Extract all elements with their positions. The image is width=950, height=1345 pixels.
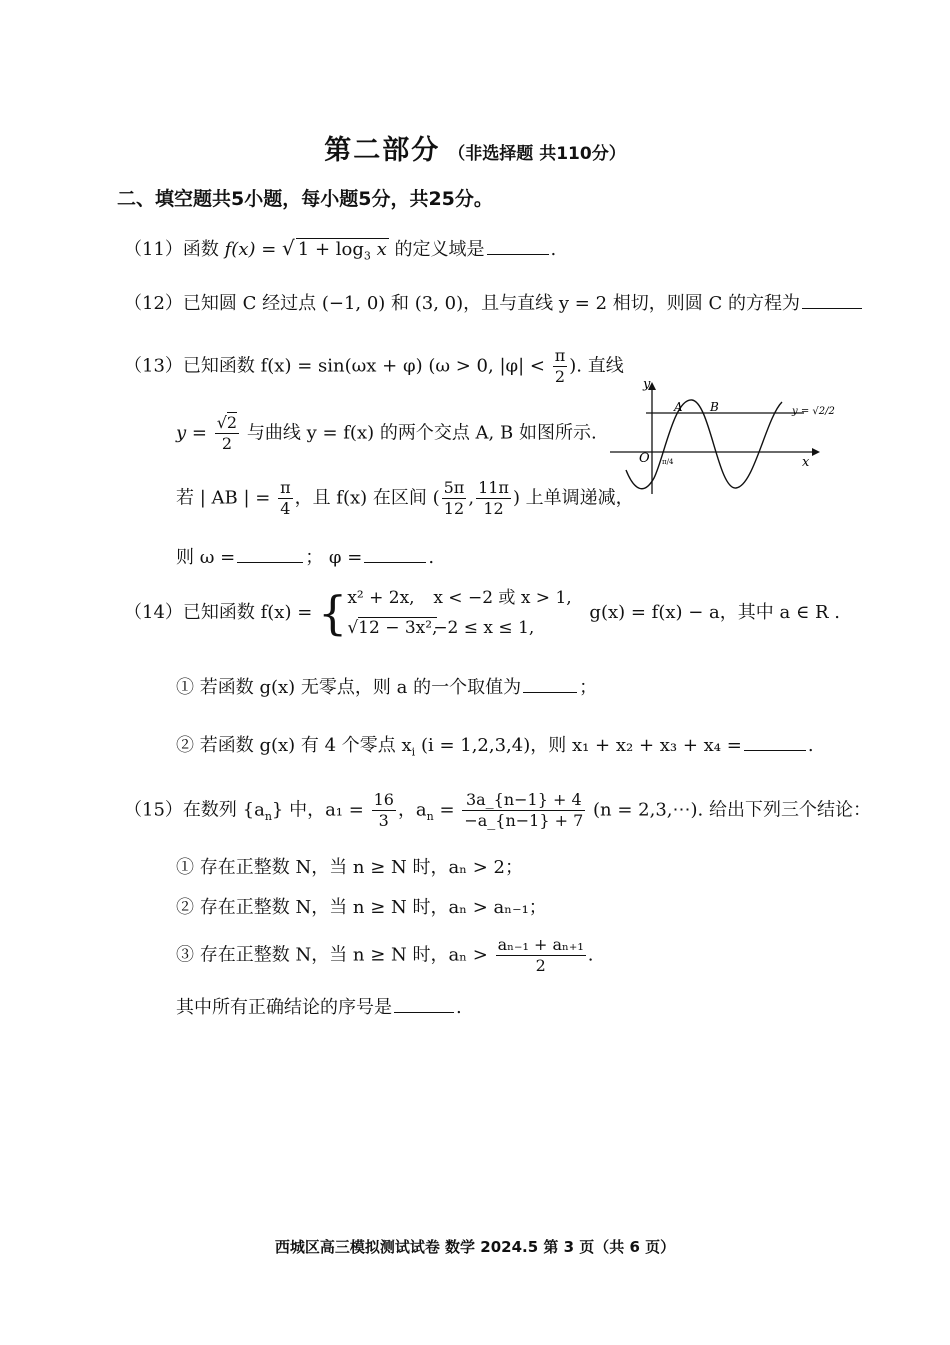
conclusion-2: ② 存在正整数 N，当 n ≥ N 时，aₙ > aₙ₋₁； (176, 897, 547, 918)
q11-prefix: 函数 (182, 239, 219, 260)
fraction-recurrence: $\frac{3a\_\{n-1\} + 4}{-a\_\{n-1\} + 7}$ (464, 790, 584, 830)
answer-blank-14-1[interactable] (523, 691, 577, 693)
q13-number: （13） (124, 355, 183, 377)
fraction-average: $\frac{\text{aₙ₋₁ + aₙ₊₁}}{2}$ (497, 935, 584, 975)
fraction-11pi-12: $\frac{11\pi}{12}$ (478, 478, 509, 518)
conclusion-3: ③ 存在正整数 N，当 n ≥ N 时，aₙ > $\frac{\text{aₙ₋₁ + aₙ₊₁}}{2}$ . (176, 935, 594, 975)
origin-label: O (639, 451, 650, 466)
fraction-5pi-12: $\frac{5\pi}{12}$ (443, 478, 465, 518)
x-axis-label: x (802, 455, 810, 470)
question-13-line2: y = $\frac{√2}{2}$ 与曲线 y = f(x) 的两个交点 A, B 如图所示. (176, 413, 597, 453)
q14-number: （14） (124, 602, 183, 623)
y-axis-label: y (643, 378, 651, 392)
question-15: （15）在数列 $\{a_n\}$ 中，a₁ = $\frac{16}{3}$ ，$a_n$ = $\frac{3a\_\{n-1\} + 4}{-a\_\{n-1\} + 7}$ (n = 2,3,⋯). 给出下列三个结论： (124, 790, 871, 830)
q15-number: （15） (124, 799, 183, 821)
question-14-part2: ② 若函数 g(x) 有 4 个零点 $x_i$ (i = 1,2,3,4)，则 x₁ + x₂ + x₃ + x₄ = . (176, 735, 814, 759)
q11-func: f(x) = (224, 239, 277, 260)
q11-radical: $1 + \log_3 x$ (297, 239, 387, 263)
q11-number: （11） (124, 239, 183, 260)
part-subtitle: （非选择题 共110分） (448, 144, 626, 164)
q12-text: 已知圆 C 经过点 (−1, 0) 和 (3, 0)，且与直线 y = 2 相切，则圆 C 的方程为 (182, 293, 800, 314)
question-13-line1: （13）已知函数 f(x) = sin(ωx + φ) (ω > 0, |φ| < $\frac{\pi}{2}$ ). 直线 (124, 346, 624, 386)
fraction-16-3: $\frac{16}{3}$ (373, 790, 394, 830)
answer-blank-omega[interactable] (237, 561, 303, 563)
line-label: y = √2/2 (792, 406, 835, 417)
q12-number: （12） (124, 293, 183, 314)
fraction-pi-4: $\frac{\pi}{4}$ (280, 478, 291, 518)
page-title (0, 128, 950, 167)
section-heading: 二、填空题共5小题，每小题5分，共25分。 (117, 188, 493, 210)
answer-blank-14-2[interactable] (744, 749, 806, 751)
sine-graph (606, 378, 846, 498)
q15-conclusion-prompt: 其中所有正确结论的序号是 . (176, 997, 462, 1018)
question-14-part1: ① 若函数 g(x) 无零点，则 a 的一个取值为 ； (176, 677, 598, 698)
answer-blank-11[interactable] (487, 253, 549, 255)
answer-blank-12[interactable] (802, 307, 862, 309)
answer-blank-phi[interactable] (364, 561, 426, 563)
fraction-pi-2: $\frac{\pi}{2}$ (554, 346, 566, 386)
tick-label: π/4 (662, 458, 674, 466)
question-12 (124, 289, 864, 315)
answer-blank-15[interactable] (394, 1011, 454, 1013)
x-axis-arrow (812, 448, 820, 456)
conclusion-1: ① 存在正整数 N，当 n ≥ N 时，aₙ > 2； (176, 857, 523, 878)
point-b-label: B (710, 400, 719, 414)
point-a-label: A (674, 400, 683, 414)
q11-suffix: 的定义域是 (394, 239, 485, 260)
question-13-line4: 则 ω = ； φ = . (176, 547, 435, 568)
part-title: 第二部分 (324, 135, 441, 166)
page-footer: 西城区高三模拟测试试卷 数学 2024.5 第 3 页（共 6 页） (274, 1238, 676, 1256)
fraction-sqrt2-2: $\frac{√2}{2}$ (216, 413, 238, 453)
brace: { (318, 586, 348, 640)
question-11: （11）函数 f(x) = √ $1 + \log_3 x$ 的定义域是 . (124, 236, 557, 263)
piecewise-cases: x² + 2x, x < −2 或 x > 1, √12 − 3x²,−2 ≤ x ≤ 1, (347, 588, 572, 638)
question-14: （14）已知函数 f(x) = { x² + 2x, x < −2 或 x > 1, √12 − 3x²,−2 ≤ x ≤ 1, g(x) = f(x) − a，其中 a ∈ R . (124, 583, 840, 643)
question-13-line3: 若 | AB | = $\frac{\pi}{4}$ ，且 f(x) 在区间 ( $\frac{5\pi}{12}$ , $\frac{11\pi}{12}$ ) 上单调递减， (176, 478, 634, 518)
